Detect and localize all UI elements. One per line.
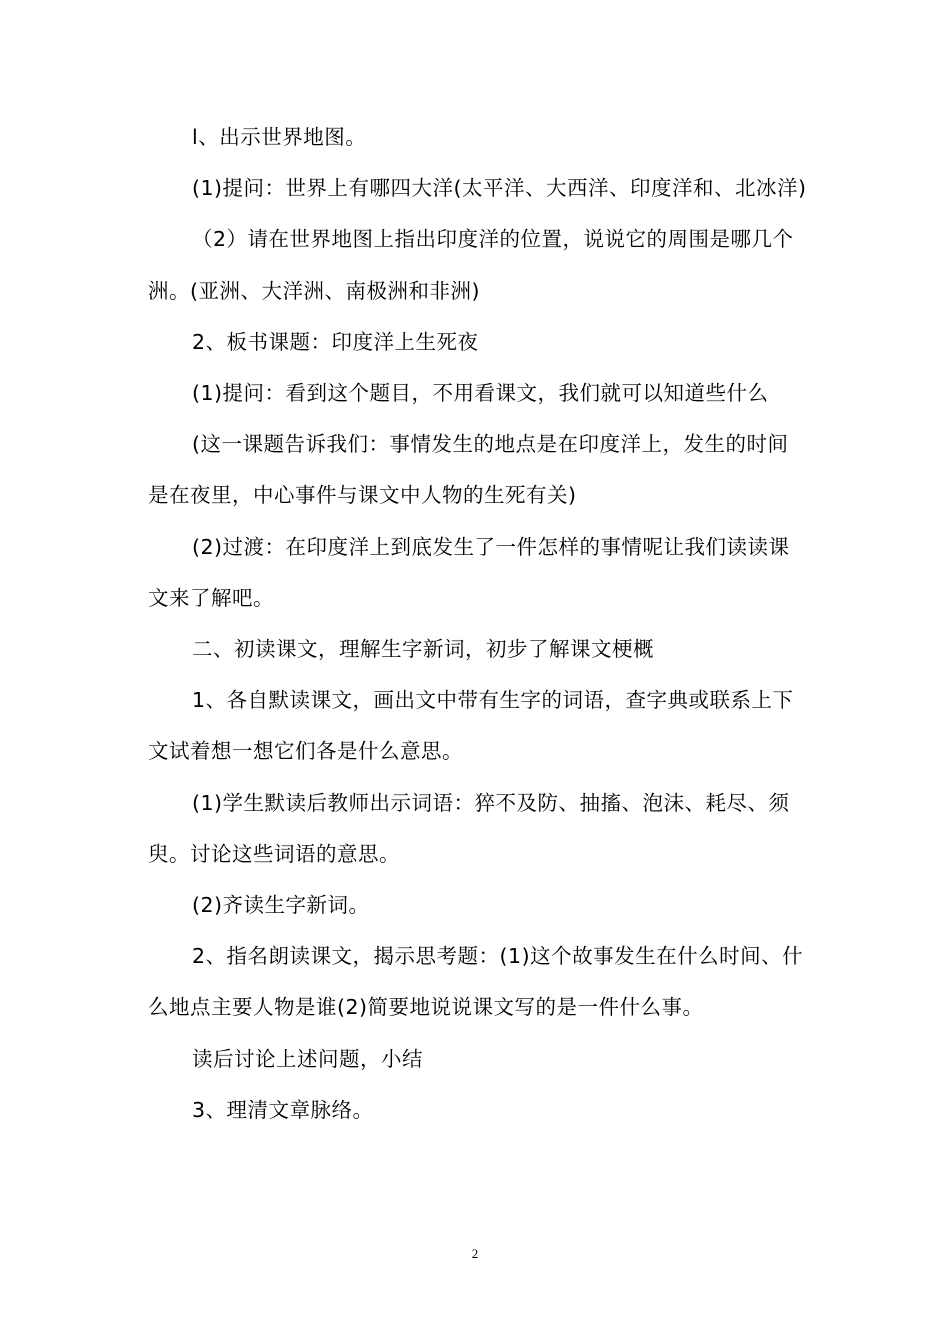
page-number: 2 [471, 1246, 479, 1261]
paragraph-4: 2、板书课题：印度洋上生死夜 [192, 329, 479, 354]
paragraph-5: (1)提问：看到这个题目，不用看课文，我们就可以知道些什么 [192, 381, 769, 406]
paragraph-12: 2、指名朗读课文，揭示思考题：(1)这个故事发生在什么时间、什么地点主要人物是谁(2)简要地说说课文写的是一件什么事。 [148, 944, 804, 1020]
paragraph-13: 读后讨论上述问题，小结 [192, 1046, 423, 1071]
paragraph-7: (2)过渡：在印度洋上到底发生了一件怎样的事情呢让我们读读课文来了解吧。 [148, 534, 790, 610]
paragraph-10: (1)学生默读后教师出示词语：猝不及防、抽搐、泡沫、耗尽、须臾。讨论这些词语的意思。 [148, 790, 790, 866]
paragraph-11: (2)齐读生字新词。 [192, 893, 370, 918]
paragraph-6: (这一课题告诉我们：事情发生的地点是在印度洋上，发生的时间是在夜里，中心事件与课文中人物的生死有关) [148, 432, 789, 508]
paragraph-1: l、出示世界地图。 [192, 125, 367, 149]
paragraph-3: （2）请在世界地图上指出印度洋的位置，说说它的周围是哪几个洲。(亚洲、大洋洲、南极洲和非洲) [148, 227, 794, 303]
paragraph-9: 1、各自默读课文，画出文中带有生字的词语，查字典或联系上下文试着想一想它们各是什么意思。 [148, 688, 794, 764]
document-body [148, 112, 808, 1136]
paragraph-14: 3、理清文章脉络。 [192, 1097, 374, 1122]
paragraph-8: 二、初读课文，理解生字新词，初步了解课文梗概 [192, 637, 654, 662]
paragraph-2: (1)提问：世界上有哪四大洋(太平洋、大西洋、印度洋和、北冰洋) [192, 176, 807, 201]
